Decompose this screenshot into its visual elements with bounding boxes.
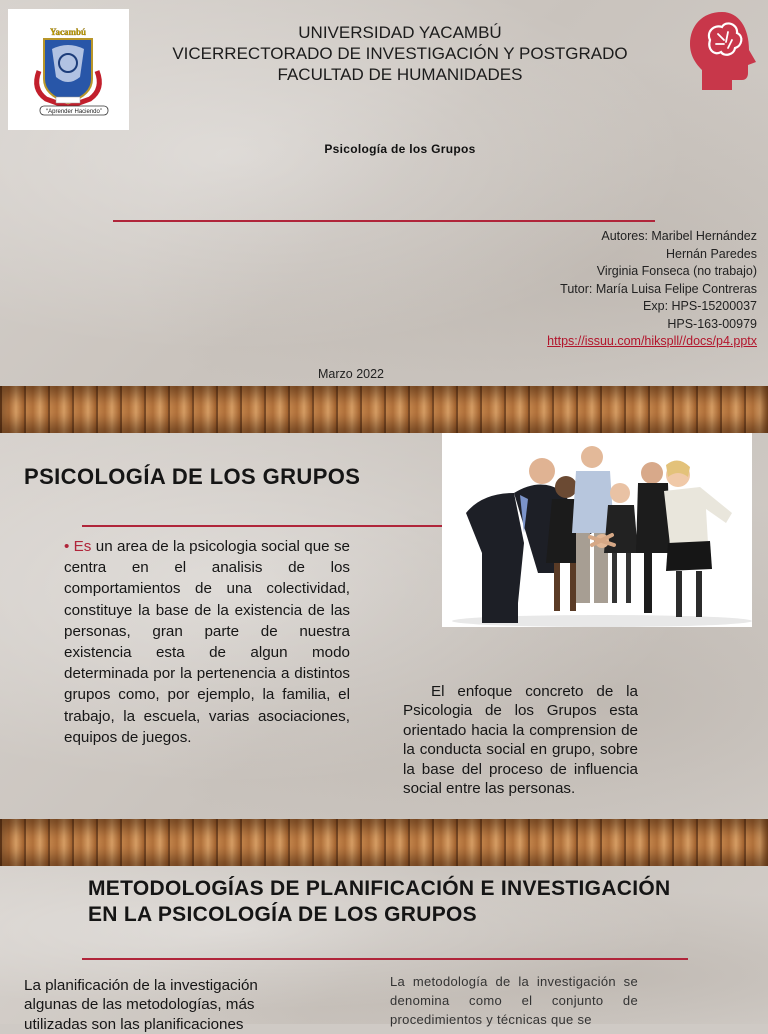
- institution-header: [140, 22, 660, 85]
- methodology-paragraph: La metodología de la investigación se denomina como el conjunto de procedimientos y técnicas que se: [390, 974, 638, 1028]
- planning-paragraph: La planificación de la investigación algunas de las metodologías, más utilizadas son las planificaciones: [24, 977, 258, 1033]
- team-hands-photo: [442, 433, 752, 627]
- slide-title: PSICOLOGÍA DE LOS GRUPOS: [24, 464, 361, 489]
- divider: [82, 525, 442, 527]
- wood-separator: [0, 386, 768, 433]
- credit-exp-2: HPS-163-00979: [667, 316, 757, 331]
- methodologies-slide: [0, 866, 768, 1033]
- bullet-lead-word: Es: [73, 538, 92, 555]
- header-line-university: UNIVERSIDAD YACAMBÚ: [298, 23, 502, 42]
- svg-text:“Aprender Haciendo”: “Aprender Haciendo”: [46, 109, 102, 115]
- credit-authors: Autores: Maribel Hernández: [601, 229, 757, 243]
- credits-block: [547, 228, 757, 351]
- group-people-illustration: [442, 433, 752, 627]
- divider: [113, 220, 655, 222]
- header-line-vicerrectorado: VICERRECTORADO DE INVESTIGACIÓN Y POSTGRADO: [172, 44, 628, 63]
- focus-paragraph: El enfoque concreto de la Psicologia de los Grupos esta orientado hacia la comprension de la conducta social en grupo, sobre la base del proceso de influencia social entre las personas.: [403, 683, 638, 798]
- svg-text:Yacambú: Yacambú: [49, 27, 87, 37]
- presentation-date: Marzo 2022: [318, 367, 385, 381]
- bullet-marker: •: [64, 538, 74, 555]
- divider: [82, 958, 688, 960]
- brain-head-icon: [688, 10, 758, 92]
- credit-exp-1: Exp: HPS-15200037: [643, 299, 757, 313]
- definition-bullet: [64, 536, 350, 748]
- credit-tutor: Tutor: María Luisa Felipe Contreras: [560, 281, 757, 296]
- header-line-faculty: FACULTAD DE HUMANIDADES: [277, 65, 523, 84]
- university-seal-icon: [8, 9, 129, 130]
- title-slide: [0, 0, 768, 386]
- credit-author-2: Hernán Paredes: [665, 246, 757, 261]
- university-logo: [8, 9, 129, 130]
- bullet-body: un area de la psicologia social que se centra en el analisis de los comportamientos de una colectividad, constituye la base de la existencia de las personas, gran parte de nuestra existencia esta de algun modo determinada por la pertenencia a distintos grupos como, por ejemplo, la familia, el trabajo, la escuela, varias asociaciones, equipos de juegos.: [64, 538, 350, 746]
- source-link[interactable]: https://issuu.com/hikspll//docs/p4.pptx: [547, 334, 757, 348]
- credit-author-3: Virginia Fonseca (no trabajo): [596, 264, 757, 278]
- presentation-subtitle: Psicología de los Grupos: [324, 142, 476, 156]
- slide-title: METODOLOGÍAS DE PLANIFICACIÓN E INVESTIGACIÓN EN LA PSICOLOGÍA DE LOS GRUPOS: [88, 877, 671, 926]
- group-psychology-slide: [0, 433, 768, 819]
- wood-separator: [0, 819, 768, 866]
